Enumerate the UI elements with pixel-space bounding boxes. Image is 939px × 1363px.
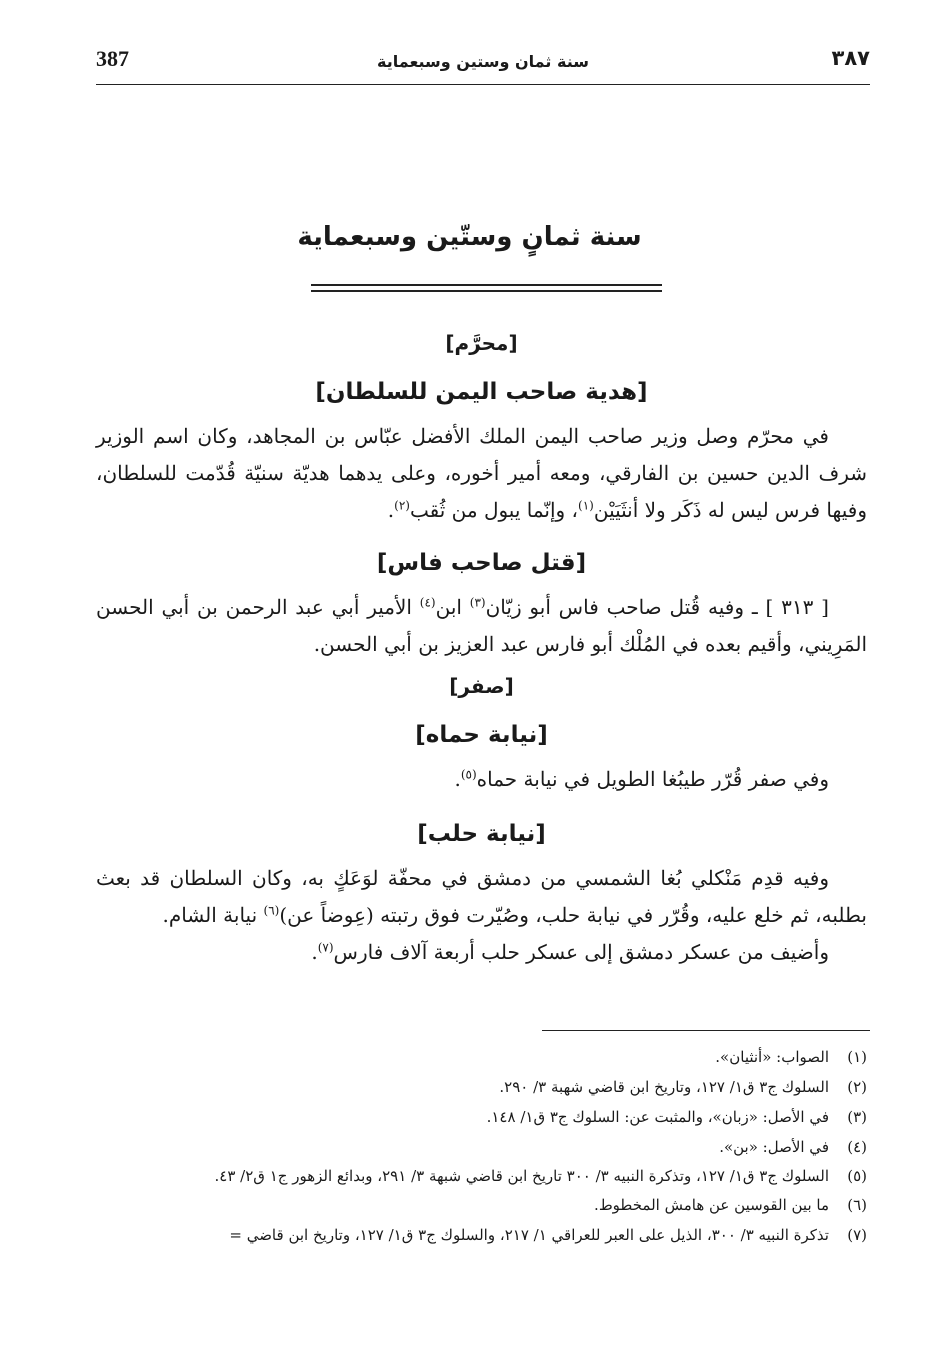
footnotes <box>80 1042 867 1250</box>
section-heading-fez: [قتل صاحب فاس] <box>376 550 587 576</box>
section-heading-aleppo: [نيابة حلب] <box>417 821 546 847</box>
footnote-number: (٥) <box>847 1167 867 1185</box>
section-heading-yemen-gift: [هدية صاحب اليمن للسلطان] <box>315 379 648 405</box>
footnote-ref-7[interactable]: (٧) <box>317 940 334 955</box>
footnote-text: ما بين القوسين عن هامش المخطوط. <box>594 1196 829 1214</box>
para-text: . <box>311 940 318 964</box>
footnote-ref-3[interactable]: (٣) <box>469 595 486 610</box>
footnote-text: في الأصل: «زبان»، والمثبت عن: السلوك ج٣ ق١/ ١٤٨. <box>486 1108 829 1126</box>
page-number-arabic: ٣٨٧ <box>831 46 870 70</box>
footnote-number: (٦) <box>847 1196 867 1214</box>
paragraph-yemen-gift <box>96 418 867 529</box>
footnote-2 <box>80 1072 867 1102</box>
para-text: [ ٣١٣ ] ـ وفيه قُتل صاحب فاس أبو زيّان <box>485 595 829 619</box>
month-heading-safar: [صفر] <box>449 674 514 698</box>
para-text: . <box>387 498 395 522</box>
footnote-ref-6[interactable]: (٦) <box>263 903 280 918</box>
footnote-ref-1[interactable]: (١) <box>578 498 594 513</box>
para-text: . <box>454 767 461 791</box>
para-text: الأمير أبي عبد الرحمن بن أبي الحسن المَرِيني، وأقيم بعده في المُلْك أبو فارس عبد العزيز بن أبي الحسن. <box>96 595 867 656</box>
paragraph-damascus-troops <box>96 934 867 971</box>
footnote-text: الصواب: «أنثيان». <box>715 1048 829 1066</box>
para-text: ابن <box>435 595 470 619</box>
footnote-text: في الأصل: «بن». <box>719 1138 829 1156</box>
running-header <box>96 46 870 86</box>
footnote-ref-5[interactable]: (٥) <box>460 767 477 782</box>
para-text: وأضيف من عسكر دمشق إلى عسكر حلب أربعة آلاف فارس <box>333 940 829 964</box>
body-text <box>96 320 867 971</box>
footnote-ref-4[interactable]: (٤) <box>419 595 436 610</box>
para-text: نيابة الشام. <box>162 903 264 927</box>
footnote-number: (٤) <box>847 1138 867 1156</box>
paragraph-aleppo <box>96 860 867 934</box>
para-text: في محرّم وصل وزير صاحب اليمن الملك الأفضل عبّاس بن المجاهد، وكان اسم الوزير شرف الدين حسين بن الفارقي، ومعه أمير أخوره، وعلى يدهما هديّة سنيّة قُدّمت للسلطان، وفيها فرس ليس له ذَكَر ولا أنثَيَيْن <box>96 424 867 522</box>
footnote-5 <box>80 1162 867 1190</box>
footnote-number: (٢) <box>847 1078 867 1096</box>
footnote-7 <box>80 1220 867 1250</box>
page-number-latin: 387 <box>96 46 129 71</box>
footnote-text: السلوك ج٣ ق١/ ١٢٧، وتذكرة النبيه ٣/ ٣٠٠ تاريخ ابن قاضي شبهة ٣/ ٢٩١، وبدائع الزهور ج١ ق٢/ ٤٣. <box>214 1167 829 1185</box>
footnote-text: السلوك ج٣ ق١/ ١٢٧، وتاريخ ابن قاضي شهبة ٣/ ٢٩٠. <box>499 1078 829 1096</box>
footnote-number: (٧) <box>847 1226 867 1244</box>
footnote-text: تذكرة النبيه ٣/ ٣٠٠، الذيل على العبر للعراقي ١/ ٢١٧، والسلوك ج٣ ق١/ ١٢٧، وتاريخ ابن قاضي = <box>229 1226 829 1244</box>
paragraph-fez <box>96 589 867 663</box>
para-text: ، وإنّما يبول من ثُقب <box>409 498 579 522</box>
chapter-title: سنة ثمانٍ وستّين وسبعماية <box>297 222 642 252</box>
title-rule-top <box>311 284 662 286</box>
running-title: سنة ثمان وستين وسبعماية <box>377 52 589 71</box>
footnote-4 <box>80 1132 867 1162</box>
paragraph-hama <box>96 761 867 798</box>
footnote-ref-2[interactable]: (٢) <box>394 498 410 513</box>
footnote-3 <box>80 1102 867 1132</box>
footnote-1 <box>80 1042 867 1072</box>
header-rule <box>96 84 870 85</box>
para-text: وفي صفر قُرّر طيبُغا الطويل في نيابة حماه <box>476 767 829 791</box>
section-heading-hama: [نيابة حماه] <box>415 722 548 748</box>
month-heading-muharram: [محرَّم] <box>445 331 518 355</box>
footnote-rule <box>542 1030 870 1031</box>
para-text: وفيه قدِم مَنْكلي بُغا الشمسي من دمشق في محفّة لوَعَكٍ به، وكان السلطان قد بعث بطلبه، ثم خلع عليه، وقُرّر في نيابة حلب، وصُيّرت فوق رتبته (عِوضاً عن) <box>96 866 867 927</box>
footnote-6 <box>80 1190 867 1220</box>
footnote-number: (١) <box>847 1048 867 1066</box>
title-rule-bottom <box>311 290 662 292</box>
footnote-number: (٣) <box>847 1108 867 1126</box>
